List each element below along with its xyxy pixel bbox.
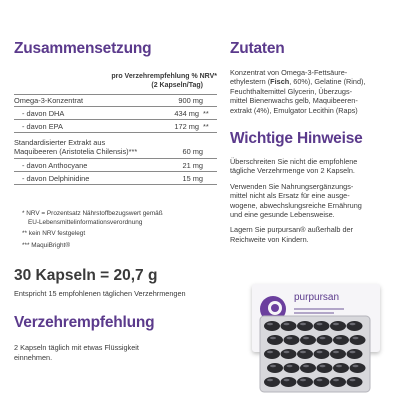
capsule-highlight [300,351,306,353]
capsule [284,363,300,373]
capsule-highlight [353,365,359,367]
product-image [232,282,392,397]
capsule-highlight [320,365,326,367]
table-row: Standardisierter Extrakt aus Maquibeeren (Aristotelia Chilensis)*** 60 mg [14,133,217,159]
capsule-highlight [267,323,273,325]
dosage-text: 2 Kapseln täglich mit etwas Flüssigkeit einnehmen. [14,343,139,362]
capsule [281,349,297,359]
capsule [297,377,313,387]
table-row: - davon DHA 434 mg ** [14,107,217,120]
capsule [300,363,316,373]
capsule [281,377,297,387]
capsule [330,377,346,387]
capsule-highlight [333,351,339,353]
capsule-highlight [303,337,309,339]
capsule-highlight [350,351,356,353]
capsule [330,349,346,359]
capsule [347,321,363,331]
capsule-highlight [270,365,276,367]
table-row: - davon Delphinidine 15 mg [14,172,217,185]
capsule-highlight [300,323,306,325]
capsule-count: 30 Kapseln = 20,7 g [14,267,158,284]
capsule [314,349,330,359]
capsule [347,349,363,359]
capsule [314,321,330,331]
capsule [267,335,283,345]
capsule [347,377,363,387]
capsule [264,321,280,331]
footnote-maquibright: *** MaquiBright® [22,241,71,249]
warnings-text [230,157,392,250]
capsule [333,363,349,373]
ingredients-text: Konzentrat von Omega-3-Fettsäure- ethylestern (Fisch, 60%), Gelatine (Rind), Feuchthaltemittel Glycerin, Überzugs- mittel Bienenwachs gelb, Maquibeeren- extrakt (4%), Emulgator Lecithin (Raps) [230,68,366,115]
warnings-heading: Wichtige Hinweise [230,130,363,147]
capsule [317,335,333,345]
capsule-count-subtext: Entspricht 15 empfohlenen täglichen Verzehrmengen [14,289,186,298]
table-header [14,73,217,90]
capsule [264,377,280,387]
footnote-nrv: * NRV = Prozentsatz Nährstoffbezugswert gemäß EU-Lebensmittelinformationsverordnung [22,210,163,226]
capsule-highlight [336,365,342,367]
capsule-highlight [350,379,356,381]
capsule [264,349,280,359]
nutrition-table [14,94,217,185]
warning-paragraph: Lagern Sie purpursan® außerhalb der Reichweite von Kindern. [230,225,354,244]
capsule-highlight [270,337,276,339]
footnotes [22,210,163,253]
capsule-highlight [300,379,306,381]
capsule [317,363,333,373]
capsule [297,349,313,359]
capsule-highlight [336,337,342,339]
capsule [333,335,349,345]
capsule-highlight [350,323,356,325]
table-row: - davon Anthocyane 21 mg [14,159,217,172]
capsule-highlight [267,379,273,381]
footnote-no-nrv: ** kein NRV festgelegt [22,230,86,238]
capsule-highlight [267,351,273,353]
dosage-heading: Verzehrempfehlung [14,314,155,331]
composition-heading: Zusammensetzung [14,40,152,57]
capsule-highlight [317,323,323,325]
capsule [350,335,366,345]
capsule [284,335,300,345]
capsule-highlight [284,379,290,381]
ingredients-heading: Zutaten [230,40,285,57]
capsule-highlight [317,351,323,353]
capsule-blister [232,312,372,394]
capsule [300,335,316,345]
warning-paragraph: Überschreiten Sie nicht die empfohlene tägliche Verzehrmenge von 2 Kapseln. [230,157,358,176]
capsule [267,363,283,373]
table-header-line2: (2 Kapseln/Tag) [151,81,203,89]
capsule-highlight [284,351,290,353]
capsule-highlight [303,365,309,367]
capsule-highlight [287,365,293,367]
capsule-highlight [320,337,326,339]
table-header-line1: pro Verzehrempfehlung % NRV* [111,73,217,80]
capsule [330,321,346,331]
capsule-highlight [317,379,323,381]
capsule [297,321,313,331]
capsule [281,321,297,331]
warning-paragraph: Verwenden Sie Nahrungsergänzungs- mittel nicht als Ersatz für eine ausge- wogene, abwechslungsreiche Ernährung und eine gesunde Lebensweise. [230,181,362,220]
capsule-highlight [333,323,339,325]
box-text-line [294,308,344,310]
table-row: - davon EPA 172 mg ** [14,120,217,133]
table-row: Omega-3-Konzentrat 900 mg [14,94,217,107]
capsule-highlight [333,379,339,381]
capsule-highlight [284,323,290,325]
capsule-highlight [287,337,293,339]
capsule [350,363,366,373]
capsule [314,377,330,387]
brand-name: purpursan [294,292,340,303]
capsule-highlight [353,337,359,339]
